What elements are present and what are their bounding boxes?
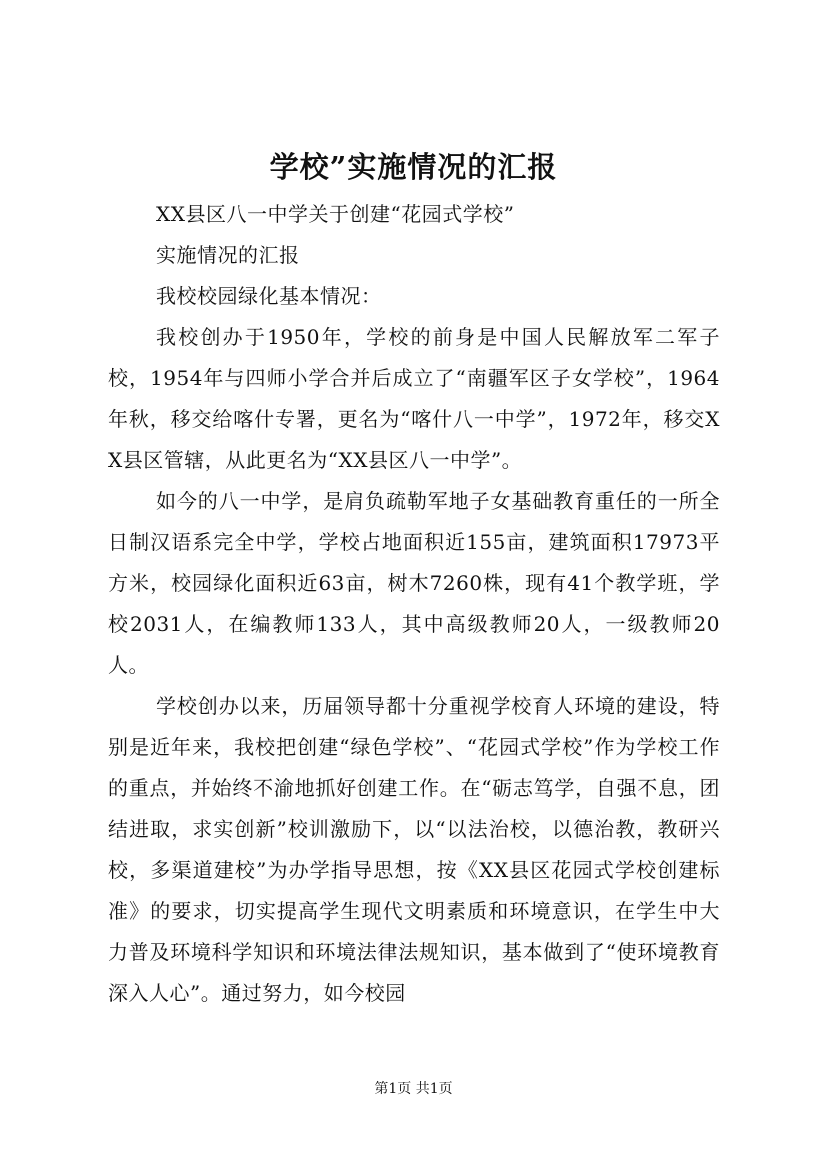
paragraph-heading-line2: 实施情况的汇报 bbox=[156, 243, 300, 267]
paragraph-environment: 学校创办以来，历届领导都十分重视学校育人环境的建设，特别是近年来，我校把创建“绿色学校”、“花园式学校”作为学校工作的重点，并始终不渝地抓好创建工作。在“砺志笃学，自强不息，团结进取，求实创新”校训激励下，以“以法治校，以德治教，教研兴校，多渠道建校”为办学指导思想，按《XX县区花园式学校创建标准》的要求，切实提高学生现代文明素质和环境意识，在学生中大力普及环境科学知识和环境法律法规知识，基本做到了“使环境教育深入人心”。通过努力，如今校园 bbox=[108, 694, 720, 1005]
paragraph-section-label: 我校校园绿化基本情况： bbox=[156, 284, 382, 308]
paragraph-heading-line1: XX县区八一中学关于创建“花园式学校” bbox=[156, 202, 515, 226]
document-title: 学校”实施情况的汇报 bbox=[269, 150, 558, 184]
paragraph-history: 我校创办于1950年，学校的前身是中国人民解放军二军子校，1954年与四师小学合并后成立了“南疆军区子女学校”，1964年秋，移交给喀什专署，更名为“喀什八一中学”，1972年，移交XX县区管辖，从此更名为“XX县区八一中学”。 bbox=[108, 325, 720, 472]
paragraph-school-overview: 如今的八一中学，是肩负疏勒军地子女基础教育重任的一所全日制汉语系完全中学，学校占地面积近155亩，建筑面积17973平方米，校园绿化面积近63亩，树木7260株，现有41个教学班，学校2031人，在编教师133人，其中高级教师20人，一级教师20人。 bbox=[108, 489, 720, 677]
document-body bbox=[108, 194, 720, 1014]
page-footer: 第1页 共1页 bbox=[374, 1081, 453, 1097]
